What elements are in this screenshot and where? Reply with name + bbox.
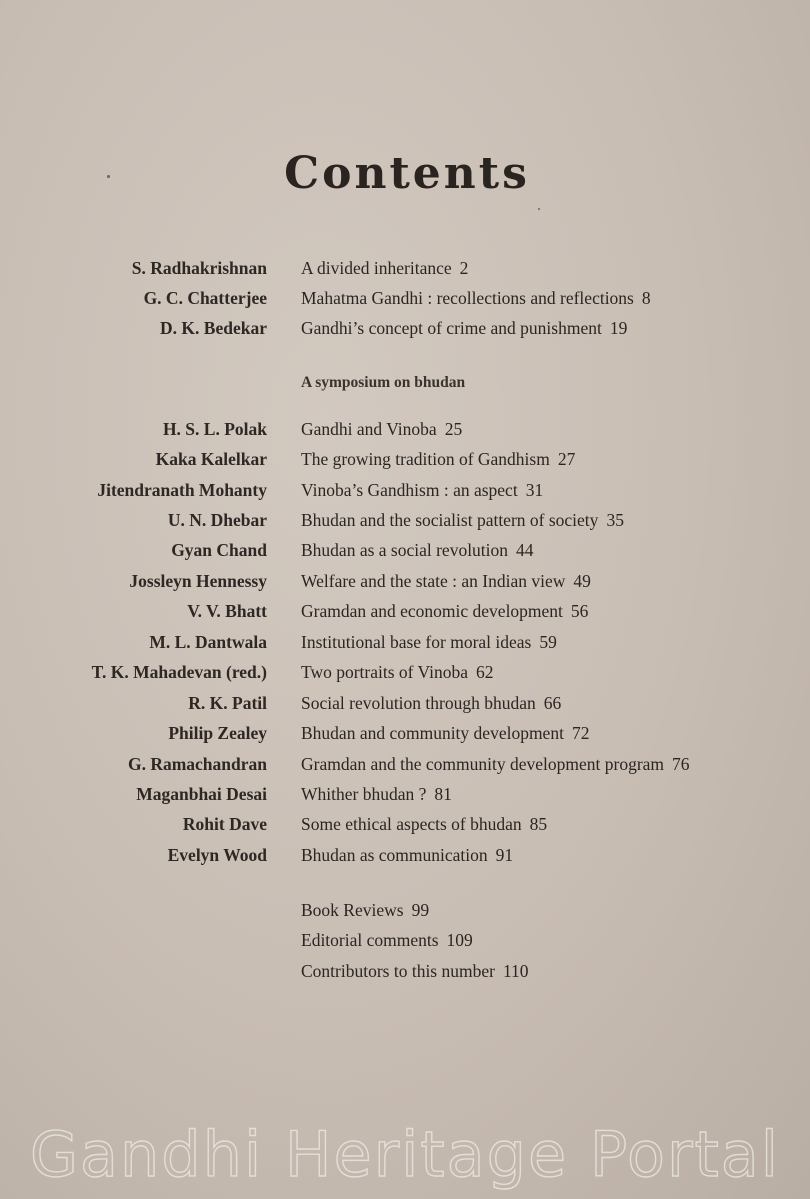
toc-title: Vinoba’s Gandhism : an aspect: [301, 480, 518, 500]
toc-page-number: 66: [543, 693, 562, 713]
toc-page-number: 49: [573, 571, 591, 591]
toc-entry[interactable]: [301, 753, 690, 775]
paper-speck: [538, 208, 540, 210]
toc-entry[interactable]: [301, 509, 624, 531]
back-matter-entry[interactable]: [301, 930, 473, 951]
toc-row: [0, 600, 810, 630]
toc-row: [0, 570, 810, 600]
toc-entry[interactable]: [301, 287, 651, 309]
toc-row: [0, 661, 810, 691]
toc-title: Bhudan as communication: [301, 845, 488, 865]
toc-row: [0, 509, 810, 539]
toc-entry[interactable]: [301, 600, 588, 622]
back-matter-title: Editorial comments: [301, 930, 439, 950]
toc-entry[interactable]: [301, 661, 494, 683]
toc-page-number: 91: [495, 845, 514, 865]
toc-page-number: 56: [570, 601, 589, 621]
toc-page-number: 44: [516, 540, 534, 560]
toc-page-number: 19: [609, 318, 628, 338]
toc-page-number: 62: [476, 662, 494, 682]
toc-title: Some ethical aspects of bhudan: [301, 814, 522, 834]
toc-entry[interactable]: [301, 539, 534, 561]
toc-row: [0, 753, 810, 783]
page-title: Contents: [284, 148, 530, 199]
toc-row: [0, 479, 810, 509]
toc-entry[interactable]: [301, 722, 589, 744]
toc-author: T. K. Mahadevan (red.): [91, 662, 267, 682]
toc-row: [0, 783, 810, 813]
toc-author: G. Ramachandran: [127, 754, 267, 774]
toc-title: A divided inheritance: [301, 258, 452, 278]
symposium-heading: A symposium on bhudan: [301, 374, 466, 391]
toc-row: [0, 722, 810, 752]
toc-title: Mahatma Gandhi : recollections and reflections: [301, 288, 634, 308]
back-matter-title: Book Reviews: [301, 900, 404, 920]
toc-entry[interactable]: [301, 813, 547, 835]
toc-row: [0, 287, 810, 317]
toc-title: The growing tradition of Gandhism: [301, 449, 550, 469]
watermark: Gandhi Heritage Portal: [29, 1118, 781, 1191]
toc-page-number: 59: [539, 632, 557, 652]
toc-title: Bhudan and community development: [301, 723, 564, 743]
toc-title: Welfare and the state : an Indian view: [301, 571, 566, 591]
toc-entry[interactable]: [301, 692, 561, 714]
toc-author: Gyan Chand: [171, 540, 267, 560]
toc-author: Kaka Kalelkar: [155, 449, 267, 469]
toc-title: Whither bhudan ?: [301, 784, 427, 804]
toc-row: [0, 418, 810, 448]
toc-title: Bhudan and the socialist pattern of society: [301, 510, 599, 530]
toc-author: G. C. Chatterjee: [143, 288, 267, 308]
toc-author: Rohit Dave: [182, 814, 267, 834]
toc-row: [0, 257, 810, 287]
toc-page-number: 81: [434, 784, 452, 804]
toc-entry[interactable]: [301, 783, 452, 805]
toc-title: Bhudan as a social revolution: [301, 540, 509, 560]
toc-author: M. L. Dantwala: [149, 632, 267, 652]
toc-page-number: 8: [641, 288, 651, 308]
toc-row: [0, 448, 810, 478]
toc-author: D. K. Bedekar: [160, 318, 267, 338]
toc-title: Gandhi’s concept of crime and punishment: [301, 318, 602, 338]
toc-entry[interactable]: [301, 844, 513, 866]
toc-entry[interactable]: [301, 631, 557, 653]
toc-title: Gramdan and the community development program: [301, 754, 665, 774]
toc-author: Jitendranath Mohanty: [97, 480, 267, 500]
toc-author: H. S. L. Polak: [162, 419, 267, 439]
toc-row: [0, 317, 810, 347]
toc-page-number: 85: [529, 814, 548, 834]
toc-row: [0, 844, 810, 874]
toc-title: Social revolution through bhudan: [301, 693, 536, 713]
toc-entry[interactable]: [301, 257, 468, 279]
toc-title: Two portraits of Vinoba: [301, 662, 469, 682]
toc-author: Jossleyn Hennessy: [129, 571, 267, 591]
toc-author: R. K. Patil: [188, 693, 267, 713]
back-matter-entry[interactable]: [301, 900, 429, 921]
toc-page-number: 72: [571, 723, 590, 743]
toc-row: [0, 813, 810, 843]
toc-entry[interactable]: [301, 570, 591, 592]
back-matter-page-number: 99: [411, 900, 430, 920]
toc-entry[interactable]: [301, 317, 627, 339]
toc-entry[interactable]: [301, 479, 543, 501]
toc-page-number: 35: [606, 510, 624, 530]
toc-row: [0, 692, 810, 722]
toc-author: Maganbhai Desai: [136, 784, 267, 804]
toc-page-number: 2: [459, 258, 469, 278]
toc-page-number: 76: [672, 754, 690, 774]
back-matter-page-number: 110: [502, 961, 529, 981]
toc-author: Philip Zealey: [168, 723, 267, 743]
toc-title: Gramdan and economic development: [301, 601, 563, 621]
toc-page-number: 27: [557, 449, 576, 469]
toc-entry[interactable]: [301, 448, 575, 470]
toc-author: U. N. Dhebar: [167, 510, 267, 530]
toc-title: Gandhi and Vinoba: [301, 419, 437, 439]
back-matter-page-number: 109: [446, 930, 473, 950]
toc-row: [0, 539, 810, 569]
back-matter-title: Contributors to this number: [301, 961, 495, 981]
toc-page-number: 31: [525, 480, 544, 500]
back-matter-entry[interactable]: [301, 961, 529, 982]
toc-page-number: 25: [444, 419, 463, 439]
toc-title: Institutional base for moral ideas: [301, 632, 532, 652]
toc-row: [0, 631, 810, 661]
toc-author: S. Radhakrishnan: [131, 258, 267, 278]
toc-author: Evelyn Wood: [167, 845, 267, 865]
toc-author: V. V. Bhatt: [187, 601, 267, 621]
toc-entry[interactable]: [301, 418, 462, 440]
